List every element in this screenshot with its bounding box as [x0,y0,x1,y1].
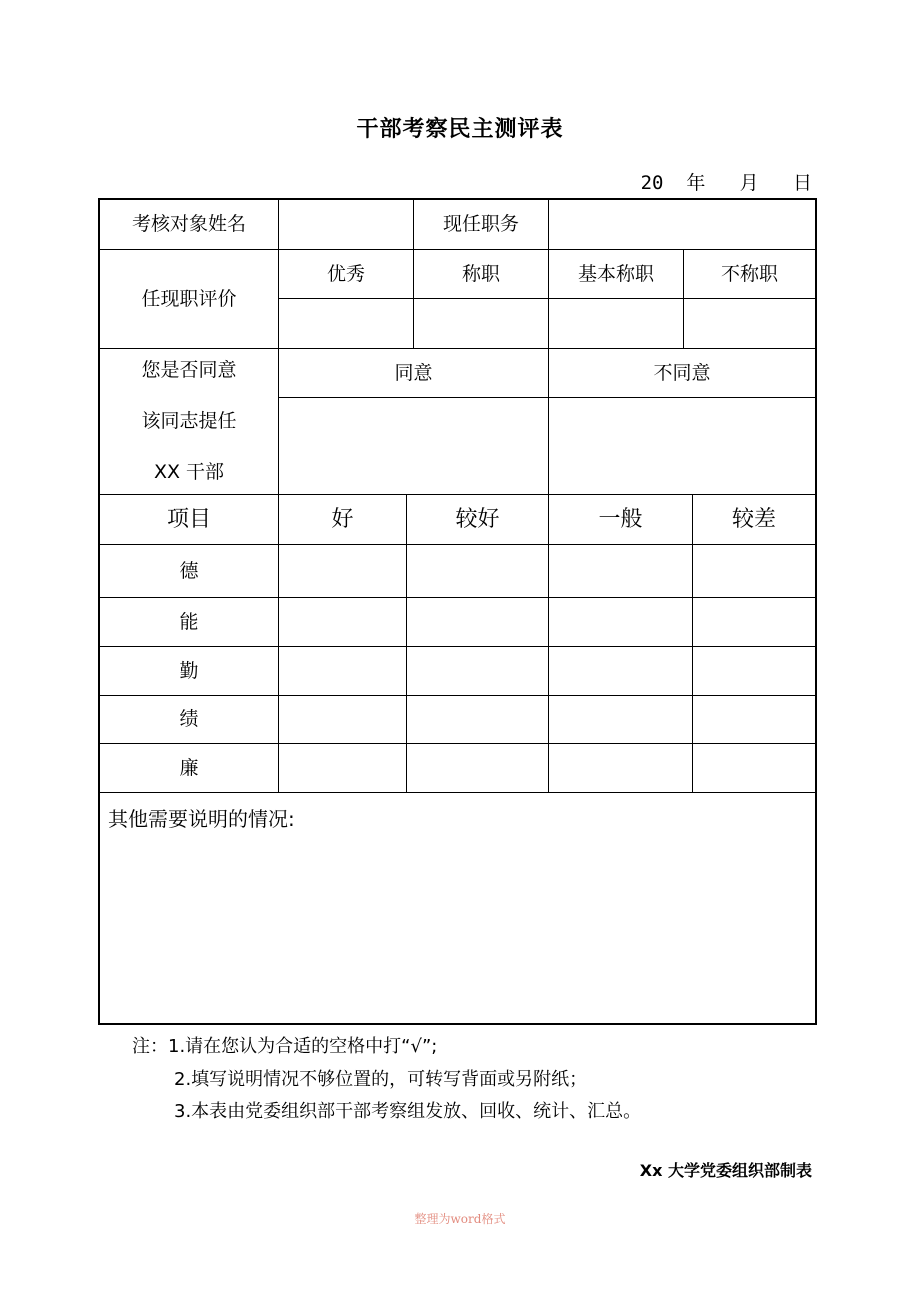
name-input-cell[interactable] [279,200,413,249]
note-line: 3.本表由党委组织部干部考察组发放、回收、统计、汇总。 [174,1101,642,1122]
name-label: 考核对象姓名 [131,213,246,235]
item-integrity: 廉 [179,756,199,779]
promotion-label-line: 您是否同意 [141,359,237,381]
note-line: 2.填写说明情况不够位置的，可转写背面或另附纸； [174,1069,588,1090]
evaluation-form-table [98,198,817,1025]
check-agree-cell[interactable] [279,398,548,494]
position-input-cell[interactable] [549,200,815,249]
option-competent: 称职 [461,262,500,285]
level-average: 一般 [598,506,643,532]
date-line: 20 年 月 日 [640,172,812,194]
level-poor: 较差 [731,506,776,532]
evaluation-label: 任现职评价 [141,287,237,310]
item-header: 项目 [166,506,211,532]
option-excellent: 优秀 [326,262,365,285]
item-ability: 能 [179,610,199,633]
promotion-label-line: 该同志提任 [141,410,237,432]
option-basically-competent: 基本称职 [577,262,654,285]
check-basically-competent-cell[interactable] [549,299,683,348]
other-notes-area[interactable] [100,793,815,1023]
option-disagree: 不同意 [653,361,711,384]
rating-check-cells-fairly-good[interactable] [407,545,548,792]
option-incompetent: 不称职 [720,262,778,285]
promotion-label [100,349,278,494]
footer-organization: Xx 大学党委组织部制表 [639,1161,812,1180]
item-performance: 绩 [179,708,199,730]
rating-check-cells-good[interactable] [279,545,406,792]
rating-check-cells-average[interactable] [549,545,692,792]
check-competent-cell[interactable] [414,299,548,348]
other-notes-label: 其他需要说明的情况: [108,807,295,831]
rating-check-cells-poor[interactable] [693,545,815,792]
check-disagree-cell[interactable] [549,398,815,494]
item-morality: 德 [179,559,199,582]
position-label: 现任职务 [442,213,519,235]
check-incompetent-cell[interactable] [684,299,815,348]
watermark-text: 整理为word格式 [414,1212,506,1226]
option-agree: 同意 [394,361,433,384]
level-fairly-good: 较好 [455,506,500,532]
promotion-label-line: XX 干部 [153,461,225,483]
level-good: 好 [331,506,354,532]
item-diligence: 勤 [179,659,199,682]
check-excellent-cell[interactable] [279,299,413,348]
page-title: 干部考察民主测评表 [356,117,564,142]
note-line: 注：1.请在您认为合适的空格中打“√”; [132,1036,438,1057]
